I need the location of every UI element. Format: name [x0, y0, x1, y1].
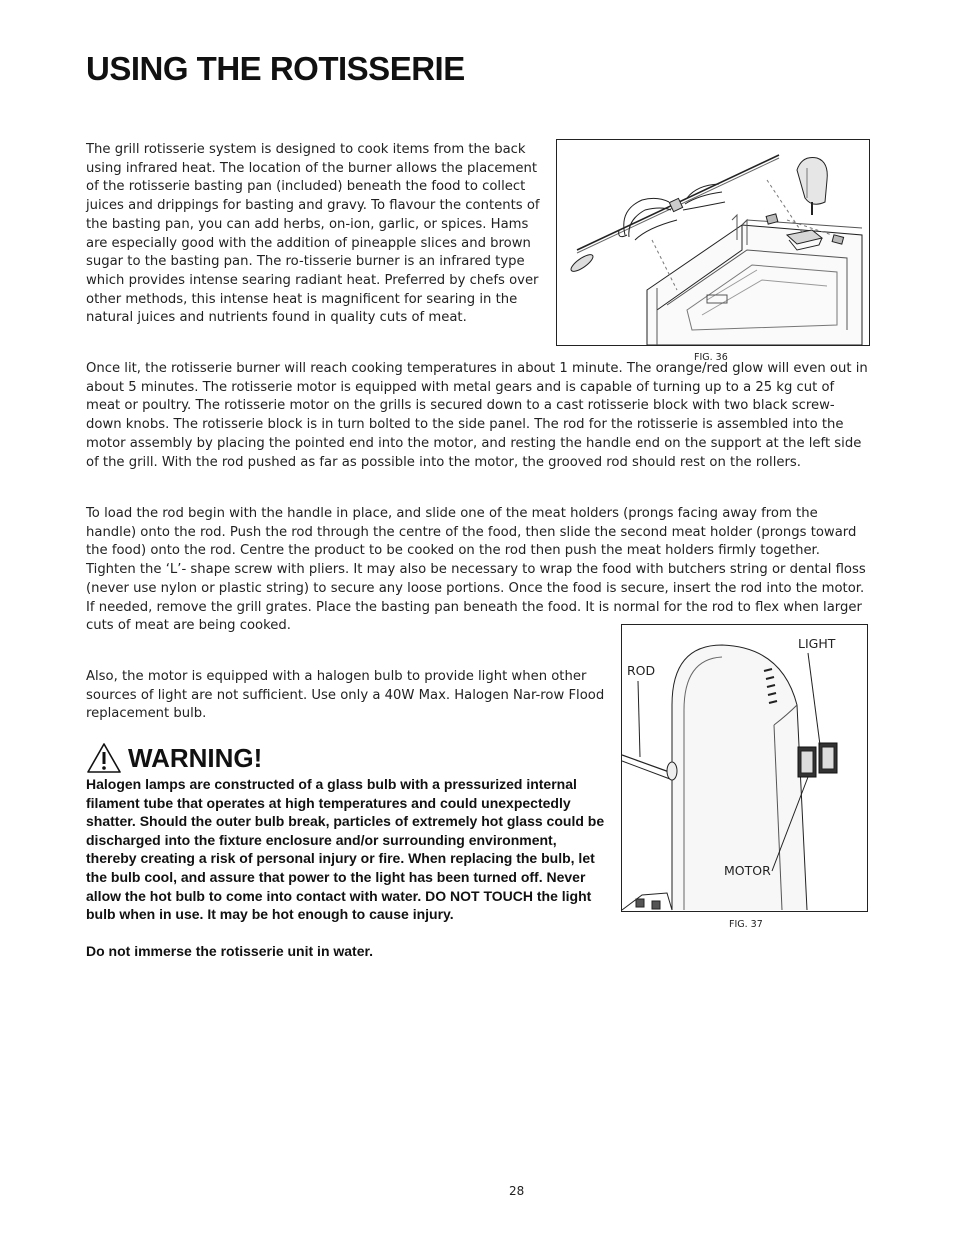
loading-rod-paragraph: To load the rod begin with the handle in place, and slide one of the meat holders (prongs facing away from the handle) onto the rod. Push the rod through the centre of the food, then slide the second meat holder (prongs toward the food) onto the rod. Centre the product to be cooked on the rod then push the meat holders firmly together. Tighten the ‘L’- shape screw with pliers. It may also be necessary to wrap the food with butchers string or dental floss (never use nylon or plastic string) to secure any loose portions. Once the food is secure, insert the rod into the motor. If needed, remove the grill grates. Place the basting pan beneath the food. It is normal for the rod to flex when larger cuts of meat are being cooked.	[86, 506, 866, 634]
warning-triangle-icon	[86, 742, 122, 774]
figure-36-caption: FIG. 36	[694, 352, 728, 363]
warning-title: WARNING!	[128, 742, 263, 773]
page-title: USING THE ROTISSERIE	[86, 50, 465, 87]
page-number: 28	[509, 1184, 525, 1198]
warning-heading	[86, 738, 262, 778]
rotisserie-assembly-illustration	[557, 140, 869, 345]
warning-text: Halogen lamps are constructed of a glass bulb with a pressurized internal filament tube that operates at high temperatures and could unexpectedly shatter. Should the outer bulb break, particles of extremely hot glass could be discharged into the fixture enclosure and/or surrounding environment, thereby creating a risk of personal injury or fire. When replacing the bulb, let the bulb cool, and assure that power to the light has been turned off. Never allow the hot bulb to come into contact with water. DO NOT TOUCH the light bulb when in use. It may be hot enough to cause injury.	[86, 776, 605, 923]
burner-motor-paragraph: Once lit, the rotisserie burner will reach cooking temperatures in about 1 minute. The orange/red glow will even out in about 5 minutes. The rotisserie motor is equipped with metal gears and is capable of turning up to a 25 kg cut of meat or poultry. The rotisserie motor on the grills is secured down to a cast rotisserie block with two black screw- down knobs. The rotisserie block is in turn bolted to the side panel. The rod for the rotisserie is assembled into the motor assembly by placing the pointed end into the motor, and resting the handle end on the support at the left side of the grill. With the rod pushed as far as possible into the motor, the grooved rod should rest on the rollers.	[86, 361, 868, 470]
warning-note: Do not immerse the rotisserie unit in water.	[86, 943, 374, 959]
figure-36	[556, 139, 870, 346]
intro-paragraph: The grill rotisserie system is designed to cook items from the back using infrared heat. The location of the burner allows the placement of the rotisserie basting pan (included) beneath the food to collect juices and drippings for basting and gravy. To flavour the contents of the basting pan, you can add herbs, on-ion, garlic, or spices. Hams are especially good with the addition of pineapple slices and brown sugar to the basting pan. The ro-tisserie burner is an infrared type which provides intense searing radiant heat. Preferred by chefs over other methods, this intense heat is magnificent for searing in the natural juices and nutrients found in quality cuts of meat.	[86, 142, 540, 326]
figure-37-caption: FIG. 37	[729, 919, 763, 930]
halogen-bulb-paragraph: Also, the motor is equipped with a halogen bulb to provide light when other sources of light are not sufficient. Use only a 40W Max. Halogen Nar-row Flood replacement bulb.	[86, 669, 605, 722]
motor-label: MOTOR	[724, 863, 771, 878]
figure-37	[621, 624, 868, 912]
rod-label: ROD	[627, 663, 656, 678]
light-label: LIGHT	[798, 636, 836, 651]
